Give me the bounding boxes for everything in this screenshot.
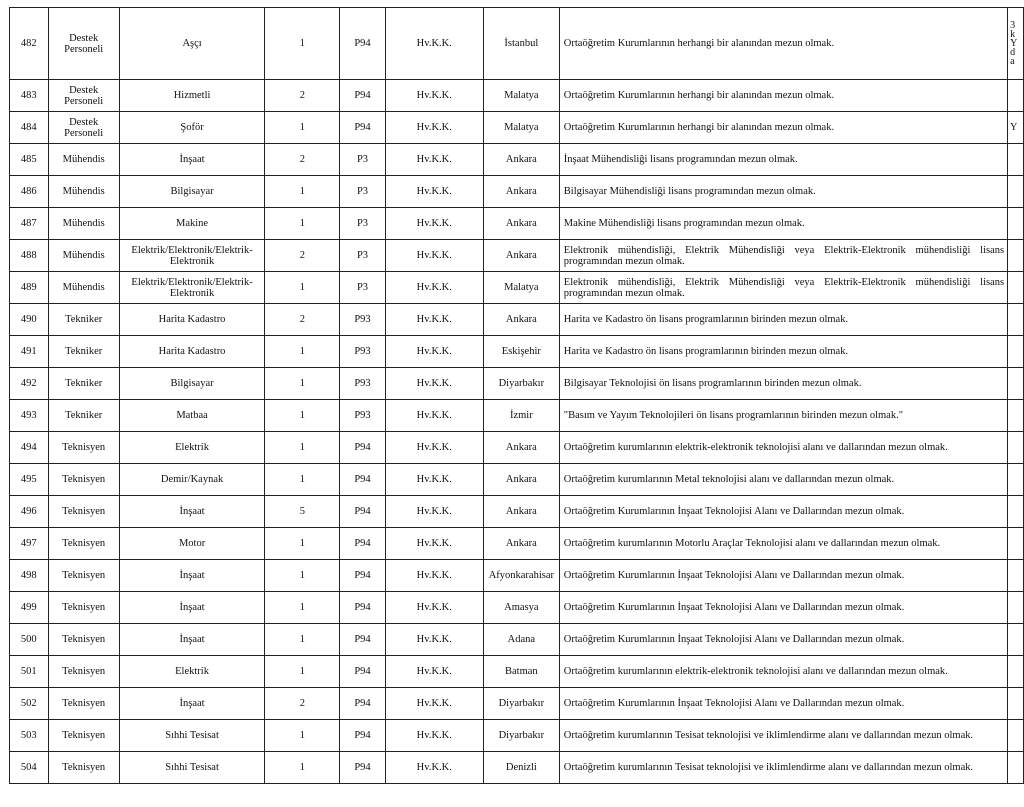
table-row <box>10 240 1024 272</box>
staff-class-cell: Teknisyen <box>48 688 119 720</box>
title-cell: Motor <box>119 528 264 560</box>
quota-cell: 1 <box>265 272 340 304</box>
staff-table-page <box>9 7 1024 784</box>
city-cell: İzmir <box>483 400 559 432</box>
quota-cell: 2 <box>265 688 340 720</box>
row-number-cell: 500 <box>10 624 49 656</box>
note-cell <box>1008 208 1024 240</box>
command-cell: Hv.K.K. <box>385 528 483 560</box>
staff-class-cell: Teknisyen <box>48 720 119 752</box>
table-row <box>10 80 1024 112</box>
requirement-cell: Ortaöğretim Kurumlarının İnşaat Teknolojisi Alanı ve Dallarından mezun olmak. <box>559 624 1007 656</box>
title-cell: Bilgisayar <box>119 368 264 400</box>
kpss-score-type-cell: P93 <box>340 336 385 368</box>
title-cell: İnşaat <box>119 592 264 624</box>
row-number-cell: 486 <box>10 176 49 208</box>
kpss-score-type-cell: P3 <box>340 144 385 176</box>
note-cell <box>1008 176 1024 208</box>
kpss-score-type-cell: P94 <box>340 432 385 464</box>
row-number-cell: 489 <box>10 272 49 304</box>
requirement-cell: Ortaöğretim Kurumlarının İnşaat Teknolojisi Alanı ve Dallarından mezun olmak. <box>559 560 1007 592</box>
command-cell: Hv.K.K. <box>385 176 483 208</box>
row-number-cell: 502 <box>10 688 49 720</box>
city-cell: Amasya <box>483 592 559 624</box>
city-cell: Diyarbakır <box>483 720 559 752</box>
requirement-cell: Ortaöğretim kurumlarının elektrik-elektronik teknolojisi alanı ve dallarından mezun olmak. <box>559 656 1007 688</box>
requirement-cell: Ortaöğretim kurumlarının elektrik-elektronik teknolojisi alanı ve dallarından mezun olmak. <box>559 432 1007 464</box>
table-row <box>10 592 1024 624</box>
table-row <box>10 112 1024 144</box>
command-cell: Hv.K.K. <box>385 80 483 112</box>
note-cell <box>1008 368 1024 400</box>
command-cell: Hv.K.K. <box>385 368 483 400</box>
row-number-cell: 501 <box>10 656 49 688</box>
quota-cell: 1 <box>265 656 340 688</box>
table-row <box>10 688 1024 720</box>
title-cell: İnşaat <box>119 144 264 176</box>
row-number-cell: 493 <box>10 400 49 432</box>
row-number-cell: 494 <box>10 432 49 464</box>
requirement-cell: Ortaöğretim Kurumlarının İnşaat Teknolojisi Alanı ve Dallarından mezun olmak. <box>559 496 1007 528</box>
row-number-cell: 487 <box>10 208 49 240</box>
row-number-cell: 492 <box>10 368 49 400</box>
note-cell <box>1008 624 1024 656</box>
requirement-cell: Ortaöğretim kurumlarının Tesisat teknolojisi ve iklimlendirme alanı ve dallarından mezun olmak. <box>559 752 1007 784</box>
requirement-cell: "Basım ve Yayım Teknolojileri ön lisans programlarının birinden mezun olmak." <box>559 400 1007 432</box>
note-cell <box>1008 112 1024 144</box>
title-cell: Harita Kadastro <box>119 304 264 336</box>
title-cell: Aşçı <box>119 8 264 80</box>
row-number-cell: 483 <box>10 80 49 112</box>
kpss-score-type-cell: P94 <box>340 528 385 560</box>
staff-class-cell: Destek Personeli <box>48 8 119 80</box>
city-cell: İstanbul <box>483 8 559 80</box>
kpss-score-type-cell: P94 <box>340 496 385 528</box>
staff-class-cell: Tekniker <box>48 304 119 336</box>
quota-cell: 1 <box>265 464 340 496</box>
table-row <box>10 560 1024 592</box>
staff-class-cell: Teknisyen <box>48 560 119 592</box>
note-cell <box>1008 8 1024 80</box>
command-cell: Hv.K.K. <box>385 624 483 656</box>
note-cell <box>1008 592 1024 624</box>
table-row <box>10 656 1024 688</box>
kpss-score-type-cell: P93 <box>340 400 385 432</box>
quota-cell: 1 <box>265 752 340 784</box>
note-fragment: Y <box>1010 38 1018 49</box>
quota-cell: 1 <box>265 592 340 624</box>
kpss-score-type-cell: P94 <box>340 624 385 656</box>
staff-class-cell: Mühendis <box>48 144 119 176</box>
quota-cell: 1 <box>265 176 340 208</box>
city-cell: Ankara <box>483 304 559 336</box>
note-cell <box>1008 560 1024 592</box>
kpss-score-type-cell: P94 <box>340 592 385 624</box>
note-fragment: d <box>1010 47 1016 58</box>
title-cell: Harita Kadastro <box>119 336 264 368</box>
staff-class-cell: Destek Personeli <box>48 80 119 112</box>
quota-cell: 1 <box>265 208 340 240</box>
row-number-cell: 485 <box>10 144 49 176</box>
row-number-cell: 484 <box>10 112 49 144</box>
title-cell: Elektrik/Elektronik/Elektrik-Elektronik <box>119 240 264 272</box>
row-number-cell: 497 <box>10 528 49 560</box>
requirement-cell: Ortaöğretim Kurumlarının İnşaat Teknolojisi Alanı ve Dallarından mezun olmak. <box>559 688 1007 720</box>
kpss-score-type-cell: P3 <box>340 240 385 272</box>
command-cell: Hv.K.K. <box>385 304 483 336</box>
title-cell: İnşaat <box>119 624 264 656</box>
quota-cell: 2 <box>265 144 340 176</box>
title-cell: Sıhhi Tesisat <box>119 720 264 752</box>
note-cell <box>1008 432 1024 464</box>
requirement-cell: Ortaöğretim kurumlarının Motorlu Araçlar Teknolojisi alanı ve dallarından mezun olmak. <box>559 528 1007 560</box>
note-fragment: k <box>1010 29 1016 40</box>
note-cell <box>1008 528 1024 560</box>
requirement-cell: Elektronik mühendisliği, Elektrik Mühendisliği veya Elektrik-Elektronik mühendisliği lisans programından mezun olmak. <box>559 240 1007 272</box>
row-number-cell: 490 <box>10 304 49 336</box>
city-cell: Adana <box>483 624 559 656</box>
note-cell <box>1008 656 1024 688</box>
row-number-cell: 491 <box>10 336 49 368</box>
command-cell: Hv.K.K. <box>385 272 483 304</box>
staff-class-cell: Mühendis <box>48 240 119 272</box>
city-cell: Diyarbakır <box>483 368 559 400</box>
quota-cell: 2 <box>265 304 340 336</box>
requirement-cell: Ortaöğretim Kurumlarının herhangi bir alanından mezun olmak. <box>559 8 1007 80</box>
title-cell: İnşaat <box>119 560 264 592</box>
title-cell: Elektrik/Elektronik/Elektrik-Elektronik <box>119 272 264 304</box>
city-cell: Ankara <box>483 432 559 464</box>
command-cell: Hv.K.K. <box>385 592 483 624</box>
row-number-cell: 496 <box>10 496 49 528</box>
command-cell: Hv.K.K. <box>385 464 483 496</box>
requirement-cell: Bilgisayar Teknolojisi ön lisans programlarının birinden mezun olmak. <box>559 368 1007 400</box>
kpss-score-type-cell: P94 <box>340 8 385 80</box>
row-number-cell: 499 <box>10 592 49 624</box>
city-cell: Ankara <box>483 496 559 528</box>
quota-cell: 1 <box>265 624 340 656</box>
row-number-cell: 495 <box>10 464 49 496</box>
note-cell <box>1008 464 1024 496</box>
city-cell: Malatya <box>483 112 559 144</box>
position-table <box>9 7 1024 784</box>
staff-class-cell: Mühendis <box>48 272 119 304</box>
note-cell <box>1008 336 1024 368</box>
note-cell <box>1008 496 1024 528</box>
note-cell <box>1008 688 1024 720</box>
city-cell: Eskişehir <box>483 336 559 368</box>
table-row <box>10 272 1024 304</box>
note-fragment: Y <box>1010 122 1018 133</box>
row-number-cell: 482 <box>10 8 49 80</box>
staff-class-cell: Mühendis <box>48 176 119 208</box>
note-cell <box>1008 80 1024 112</box>
staff-class-cell: Teknisyen <box>48 496 119 528</box>
requirement-cell: Harita ve Kadastro ön lisans programlarının birinden mezun olmak. <box>559 336 1007 368</box>
title-cell: İnşaat <box>119 688 264 720</box>
city-cell: Ankara <box>483 208 559 240</box>
requirement-cell: Ortaöğretim Kurumlarının İnşaat Teknolojisi Alanı ve Dallarından mezun olmak. <box>559 592 1007 624</box>
quota-cell: 1 <box>265 112 340 144</box>
staff-class-cell: Teknisyen <box>48 624 119 656</box>
kpss-score-type-cell: P93 <box>340 368 385 400</box>
staff-class-cell: Teknisyen <box>48 592 119 624</box>
title-cell: İnşaat <box>119 496 264 528</box>
staff-class-cell: Teknisyen <box>48 528 119 560</box>
staff-class-cell: Teknisyen <box>48 752 119 784</box>
note-cell <box>1008 304 1024 336</box>
table-row <box>10 368 1024 400</box>
kpss-score-type-cell: P94 <box>340 464 385 496</box>
note-cell <box>1008 720 1024 752</box>
quota-cell: 1 <box>265 432 340 464</box>
quota-cell: 1 <box>265 336 340 368</box>
note-cell <box>1008 400 1024 432</box>
kpss-score-type-cell: P94 <box>340 112 385 144</box>
command-cell: Hv.K.K. <box>385 656 483 688</box>
staff-class-cell: Tekniker <box>48 336 119 368</box>
kpss-score-type-cell: P94 <box>340 752 385 784</box>
kpss-score-type-cell: P94 <box>340 80 385 112</box>
table-row <box>10 720 1024 752</box>
title-cell: Sıhhi Tesisat <box>119 752 264 784</box>
title-cell: Makine <box>119 208 264 240</box>
command-cell: Hv.K.K. <box>385 336 483 368</box>
quota-cell: 1 <box>265 400 340 432</box>
title-cell: Şoför <box>119 112 264 144</box>
command-cell: Hv.K.K. <box>385 240 483 272</box>
staff-class-cell: Tekniker <box>48 368 119 400</box>
requirement-cell: Ortaöğretim Kurumlarının herhangi bir alanından mezun olmak. <box>559 80 1007 112</box>
quota-cell: 5 <box>265 496 340 528</box>
quota-cell: 1 <box>265 720 340 752</box>
city-cell: Denizli <box>483 752 559 784</box>
city-cell: Malatya <box>483 272 559 304</box>
city-cell: Ankara <box>483 176 559 208</box>
staff-class-cell: Destek Personeli <box>48 112 119 144</box>
note-fragment: 3 <box>1010 20 1016 31</box>
table-row <box>10 624 1024 656</box>
quota-cell: 1 <box>265 368 340 400</box>
requirement-cell: Ortaöğretim Kurumlarının herhangi bir alanından mezun olmak. <box>559 112 1007 144</box>
table-row <box>10 336 1024 368</box>
city-cell: Ankara <box>483 528 559 560</box>
staff-class-cell: Teknisyen <box>48 464 119 496</box>
title-cell: Bilgisayar <box>119 176 264 208</box>
row-number-cell: 504 <box>10 752 49 784</box>
command-cell: Hv.K.K. <box>385 112 483 144</box>
kpss-score-type-cell: P3 <box>340 176 385 208</box>
quota-cell: 1 <box>265 560 340 592</box>
title-cell: Elektrik <box>119 656 264 688</box>
kpss-score-type-cell: P94 <box>340 720 385 752</box>
command-cell: Hv.K.K. <box>385 752 483 784</box>
note-fragment: a <box>1010 56 1015 67</box>
city-cell: Ankara <box>483 464 559 496</box>
table-row <box>10 496 1024 528</box>
command-cell: Hv.K.K. <box>385 560 483 592</box>
title-cell: Demir/Kaynak <box>119 464 264 496</box>
table-row <box>10 400 1024 432</box>
kpss-score-type-cell: P94 <box>340 688 385 720</box>
table-row <box>10 432 1024 464</box>
title-cell: Elektrik <box>119 432 264 464</box>
requirement-cell: Makine Mühendisliği lisans programından mezun olmak. <box>559 208 1007 240</box>
requirement-cell: İnşaat Mühendisliği lisans programından mezun olmak. <box>559 144 1007 176</box>
staff-class-cell: Teknisyen <box>48 656 119 688</box>
city-cell: Afyonkarahisar <box>483 560 559 592</box>
table-row <box>10 144 1024 176</box>
quota-cell: 1 <box>265 8 340 80</box>
requirement-cell: Harita ve Kadastro ön lisans programlarının birinden mezun olmak. <box>559 304 1007 336</box>
note-cell <box>1008 144 1024 176</box>
row-number-cell: 488 <box>10 240 49 272</box>
city-cell: Ankara <box>483 144 559 176</box>
staff-class-cell: Teknisyen <box>48 432 119 464</box>
kpss-score-type-cell: P94 <box>340 560 385 592</box>
title-cell: Hizmetli <box>119 80 264 112</box>
kpss-score-type-cell: P3 <box>340 272 385 304</box>
table-row <box>10 8 1024 80</box>
quota-cell: 2 <box>265 80 340 112</box>
requirement-cell: Bilgisayar Mühendisliği lisans programından mezun olmak. <box>559 176 1007 208</box>
table-row <box>10 464 1024 496</box>
command-cell: Hv.K.K. <box>385 8 483 80</box>
kpss-score-type-cell: P94 <box>340 656 385 688</box>
row-number-cell: 498 <box>10 560 49 592</box>
quota-cell: 1 <box>265 528 340 560</box>
staff-class-cell: Tekniker <box>48 400 119 432</box>
command-cell: Hv.K.K. <box>385 720 483 752</box>
kpss-score-type-cell: P93 <box>340 304 385 336</box>
table-row <box>10 304 1024 336</box>
note-cell <box>1008 240 1024 272</box>
command-cell: Hv.K.K. <box>385 496 483 528</box>
city-cell: Diyarbakır <box>483 688 559 720</box>
command-cell: Hv.K.K. <box>385 432 483 464</box>
requirement-cell: Ortaöğretim kurumlarının Tesisat teknolojisi ve iklimlendirme alanı ve dallarından mezun olmak. <box>559 720 1007 752</box>
table-row <box>10 528 1024 560</box>
table-row <box>10 208 1024 240</box>
staff-class-cell: Mühendis <box>48 208 119 240</box>
command-cell: Hv.K.K. <box>385 400 483 432</box>
command-cell: Hv.K.K. <box>385 144 483 176</box>
city-cell: Malatya <box>483 80 559 112</box>
command-cell: Hv.K.K. <box>385 208 483 240</box>
command-cell: Hv.K.K. <box>385 688 483 720</box>
title-cell: Matbaa <box>119 400 264 432</box>
table-row <box>10 176 1024 208</box>
table-row <box>10 752 1024 784</box>
note-cell <box>1008 272 1024 304</box>
kpss-score-type-cell: P3 <box>340 208 385 240</box>
requirement-cell: Elektronik mühendisliği, Elektrik Mühendisliği veya Elektrik-Elektronik mühendisliği lisans programından mezun olmak. <box>559 272 1007 304</box>
city-cell: Batman <box>483 656 559 688</box>
position-table-body <box>10 8 1024 784</box>
quota-cell: 2 <box>265 240 340 272</box>
city-cell: Ankara <box>483 240 559 272</box>
row-number-cell: 503 <box>10 720 49 752</box>
note-cell <box>1008 752 1024 784</box>
requirement-cell: Ortaöğretim kurumlarının Metal teknolojisi alanı ve dallarından mezun olmak. <box>559 464 1007 496</box>
